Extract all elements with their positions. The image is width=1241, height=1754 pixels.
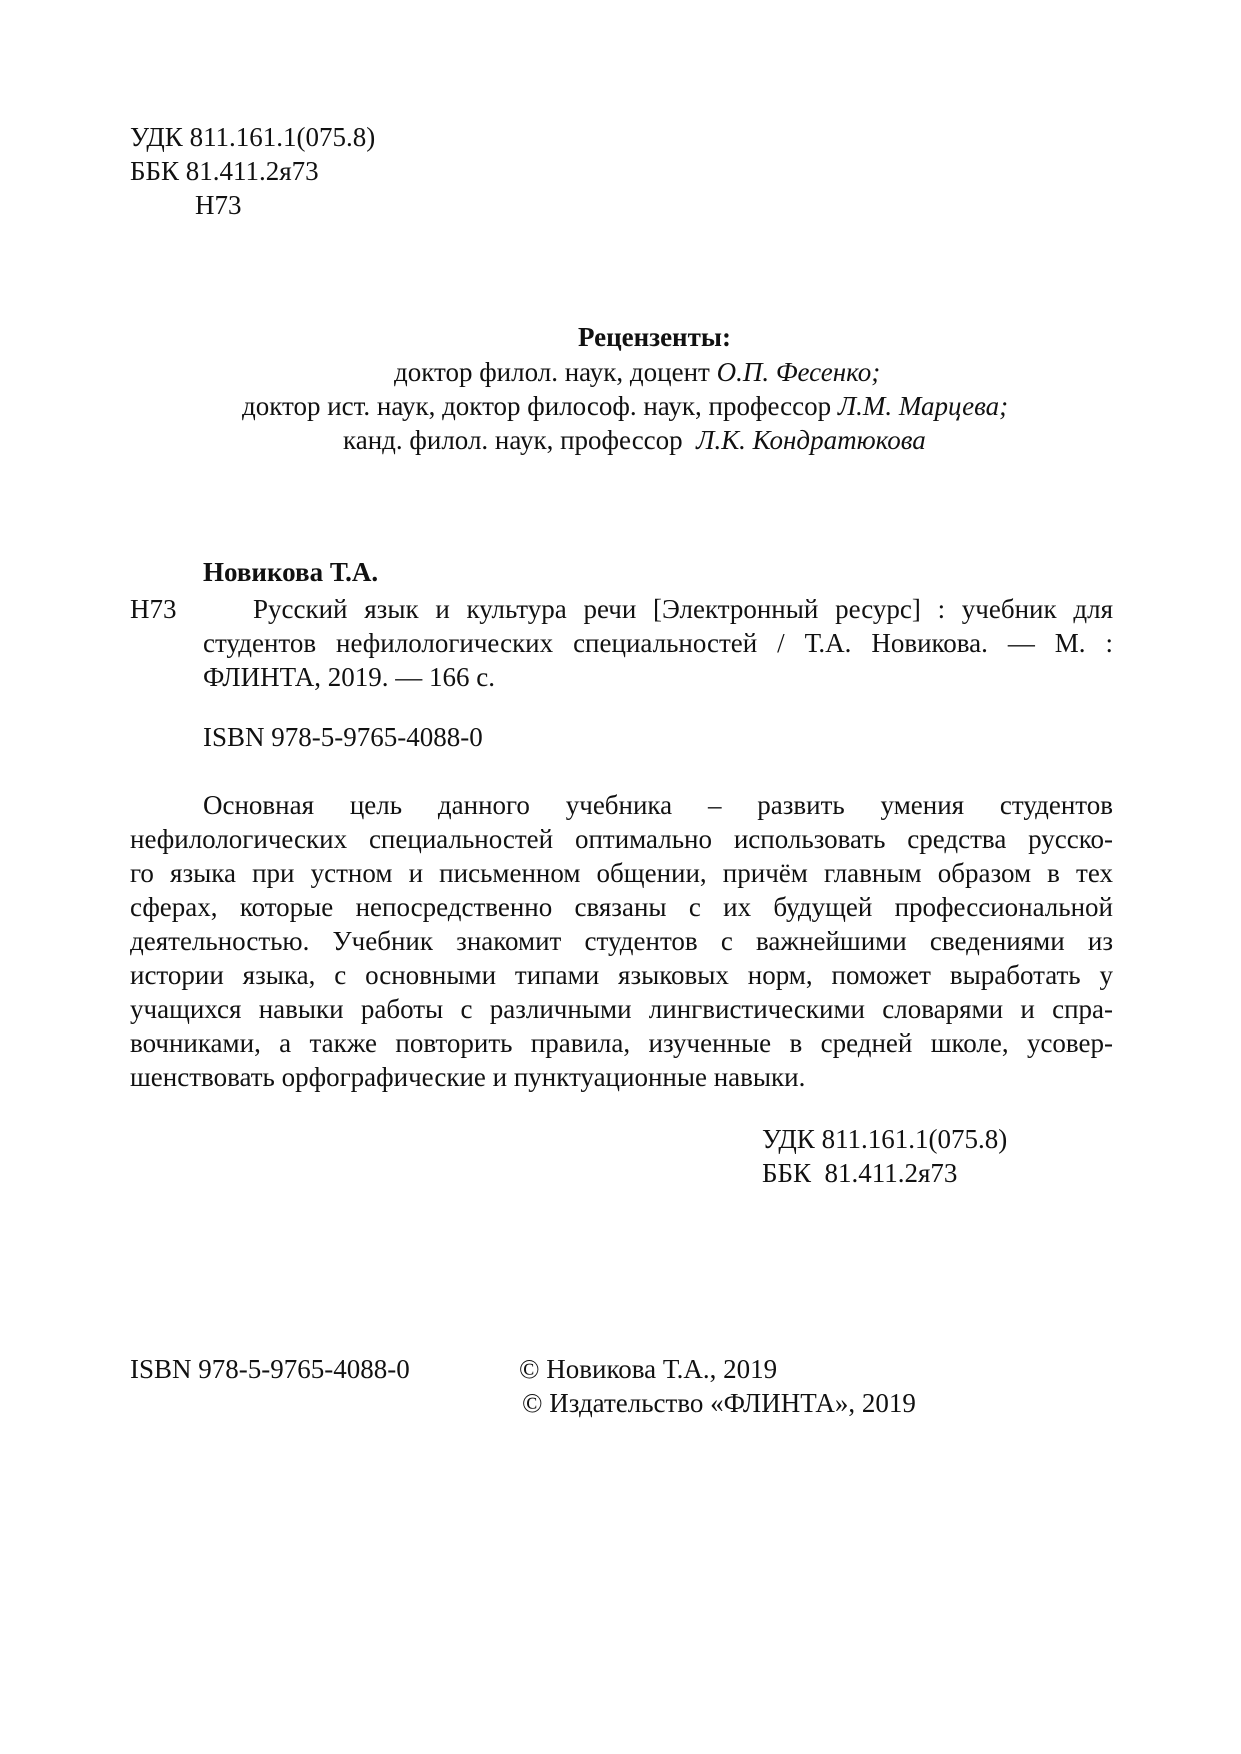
reviewer-degree: канд. филол. наук, профессор [343,425,697,455]
annotation-line: нефилологических специальностей оптимально использовать средства русско- [130,824,1113,854]
reviewer-name: О.П. Фесенко; [716,357,881,387]
reviewer-line [0,389,1241,423]
annotation-paragraph [130,788,1113,1094]
udk-code-bottom: УДК 811.161.1(075.8) [762,1124,1008,1154]
reviewer-line [0,355,1241,389]
reviewer-name: Л.М. Марцева; [837,391,1009,421]
reviewers-title: Рецензенты: [578,322,731,352]
bib-line: студентов нефилологических специальностей / Т.А. Новикова. — М. : [203,628,1113,658]
isbn-footer: ISBN 978-5-9765-4088-0 [130,1354,410,1384]
reviewers-heading [578,320,731,354]
reviewer-degree: доктор филол. наук, доцент [394,357,717,387]
annotation-line: учащихся навыки работы с различными лингвистическими словарями и спра- [130,994,1113,1024]
annotation-line: Основная цель данного учебника – развить умения студентов [203,790,1113,820]
bib-line: Русский язык и культура речи [Электронный ресурс] : учебник для [253,594,1113,624]
annotation-line: вочниками, а также повторить правила, изученные в средней школе, усовер- [130,1028,1113,1058]
isbn-entry: ISBN 978-5-9765-4088-0 [203,722,483,752]
author-heading: Новикова Т.А. [203,557,379,587]
bibliographic-description [203,592,1113,694]
annotation-line: го языка при устном и письменном общении, причём главным образом в тех [130,858,1113,888]
bbk-code-bottom: ББК 81.411.2я73 [762,1158,958,1188]
udk-code-top: УДК 811.161.1(075.8) [130,122,376,152]
annotation-line: деятельностью. Учебник знакомит студентов с важнейшими сведениями из [130,926,1113,956]
copyright-author: © Новикова Т.А., 2019 [519,1354,778,1384]
annotation-line: истории языка, с основными типами языковых норм, поможет выработать у [130,960,1113,990]
bib-line: ФЛИНТА, 2019. — 166 с. [203,662,495,692]
reviewer-line [0,423,1241,457]
author-mark-top: Н73 [195,190,242,220]
annotation-line: шенствовать орфографические и пунктуационные навыки. [130,1062,806,1092]
bbk-code-top: ББК 81.411.2я73 [130,156,319,186]
annotation-line: сферах, которые непосредственно связаны с их будущей профессиональной [130,892,1113,922]
copyright-publisher: © Издательство «ФЛИНТА», 2019 [522,1388,916,1418]
reviewer-degree: доктор ист. наук, доктор философ. наук, профессор [242,391,838,421]
author-mark: Н73 [130,594,177,624]
reviewer-name: Л.К. Кондратюкова [696,425,926,455]
